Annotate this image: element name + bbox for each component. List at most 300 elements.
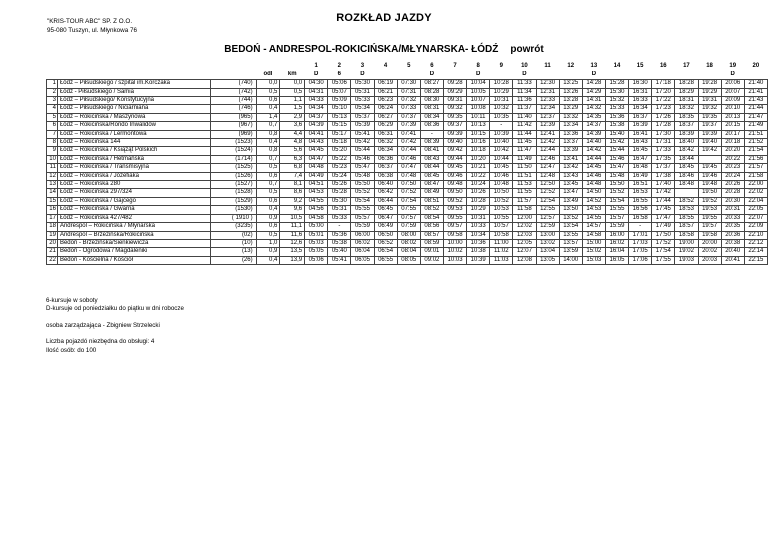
cumulative-km: 6,3 <box>280 155 305 163</box>
stop-code: (965) <box>211 113 257 121</box>
note-vehicles: Liczba pojazdó niezbędna do obsługi: 4 <box>46 338 155 346</box>
stop-number: 7 <box>47 130 58 138</box>
departure-time: 18:52 <box>675 197 698 205</box>
departure-time: 20:00 <box>698 239 721 247</box>
departure-time: 10:04 <box>467 80 490 88</box>
course-mark <box>652 71 675 80</box>
departure-time <box>675 189 698 197</box>
departure-time: 19:37 <box>698 122 721 130</box>
note-weekdays: D-kursuje od poniedziałku do piątku w dni robocze <box>46 305 184 313</box>
departure-time: 08:30 <box>420 97 443 105</box>
stop-number: 21 <box>47 248 58 256</box>
departure-time: 13:37 <box>559 139 582 147</box>
departure-time: 08:41 <box>420 147 443 155</box>
course-number: 16 <box>659 62 667 69</box>
departure-time: 12:31 <box>536 88 559 96</box>
stop-code: (10) <box>211 239 257 247</box>
departure-time: 06:42 <box>374 189 397 197</box>
departure-time: 08:54 <box>420 214 443 222</box>
departure-time: 15:55 <box>605 206 628 214</box>
departure-time: 13:39 <box>559 147 582 155</box>
departure-time: 12:39 <box>536 122 559 130</box>
departure-time: 16:00 <box>605 231 628 239</box>
route-name: BEDOŃ - ANDRESPOL-ROKICIŃSKA/MŁYNARSKA- ŁÓDŹ <box>224 44 499 55</box>
departure-time: 07:39 <box>397 122 420 130</box>
stop-code: ( 1910 ) <box>211 214 257 222</box>
distance: 0,6 <box>256 197 280 205</box>
distance: 0,8 <box>256 147 280 155</box>
stop-name: Andrespol – Brzezińska/Rokicińska <box>57 231 210 239</box>
departure-time: 17:31 <box>652 139 675 147</box>
departure-time: 14:28 <box>582 80 605 88</box>
table-row <box>47 197 768 205</box>
course-mark: D <box>360 71 365 78</box>
table-row <box>47 113 768 121</box>
departure-time: 05:03 <box>305 239 328 247</box>
departure-time: 12:07 <box>513 248 536 256</box>
departure-time: 16:55 <box>629 197 652 205</box>
departure-time: 14:00 <box>559 256 582 264</box>
departure-time: 07:50 <box>397 181 420 189</box>
departure-time: 13:41 <box>559 155 582 163</box>
departure-time: 05:47 <box>351 164 374 172</box>
departure-time: 19:35 <box>698 113 721 121</box>
departure-time: 07:59 <box>397 223 420 231</box>
cumulative-km: 6,8 <box>280 164 305 172</box>
departure-time: 12:34 <box>536 105 559 113</box>
departure-time: 04:43 <box>305 139 328 147</box>
departure-time: 17:42 <box>652 189 675 197</box>
stop-name: Łódź – Piłsudskiego/ Konstytucyjna <box>57 97 210 105</box>
departure-time: 11:57 <box>513 197 536 205</box>
course-mark: D <box>475 71 481 78</box>
departure-time: 08:51 <box>420 197 443 205</box>
table-row <box>47 189 768 197</box>
departure-time: 05:42 <box>351 139 374 147</box>
departure-time: 17:47 <box>652 214 675 222</box>
stop-number: 12 <box>47 172 58 180</box>
distance: 0,6 <box>256 223 280 231</box>
table-row <box>47 122 768 130</box>
departure-time: 10:26 <box>467 189 490 197</box>
departure-time: 05:24 <box>328 172 351 180</box>
departure-time: 07:47 <box>397 164 420 172</box>
departure-time: 08:44 <box>420 164 443 172</box>
departure-time: 04:47 <box>305 155 328 163</box>
table-row <box>47 231 768 239</box>
departure-time: 21:44 <box>744 105 767 113</box>
departure-time: 22:12 <box>744 239 767 247</box>
departure-time: 05:15 <box>328 122 351 130</box>
departure-time: 13:36 <box>559 130 582 138</box>
table-row <box>47 248 768 256</box>
departure-time: 20:36 <box>721 231 744 239</box>
departure-time: 10:16 <box>467 139 490 147</box>
stop-name: Łódź – Rokicińska / Transmisyjna <box>57 164 210 172</box>
cumulative-km: 11,1 <box>280 223 305 231</box>
departure-time: 14:53 <box>582 206 605 214</box>
departure-time: 05:41 <box>351 130 374 138</box>
departure-time: 20:20 <box>721 147 744 155</box>
course-mark: D <box>730 71 735 78</box>
departure-time: 12:02 <box>513 223 536 231</box>
departure-time: 07:33 <box>397 105 420 113</box>
course-mark <box>490 71 513 80</box>
course-mark <box>536 71 559 80</box>
stop-number: 9 <box>47 147 58 155</box>
distance: 0,6 <box>256 97 280 105</box>
departure-time: 14:57 <box>582 223 605 231</box>
departure-time: 22:07 <box>744 214 767 222</box>
departure-time: 10:44 <box>490 155 513 163</box>
departure-time: 04:51 <box>305 181 328 189</box>
route-direction: powrót <box>510 44 544 55</box>
departure-time: 20:24 <box>721 172 744 180</box>
departure-time: 07:48 <box>397 172 420 180</box>
departure-time: 06:19 <box>374 80 397 88</box>
departure-time: 04:34 <box>305 105 328 113</box>
stop-number: 3 <box>47 97 58 105</box>
cumulative-km: 13,9 <box>280 256 305 264</box>
cumulative-km: 7,4 <box>280 172 305 180</box>
departure-time: 10:08 <box>467 105 490 113</box>
stop-name: Łódź – Piłsudskiego / Niciarniana <box>57 105 210 113</box>
departure-time: 05:23 <box>328 164 351 172</box>
note-manager: osoba zarządzająca - Zbigniew Strzelecki <box>46 321 160 329</box>
departure-time: 14:45 <box>582 164 605 172</box>
course-number: 3 <box>360 62 365 69</box>
cumulative-km: 8,6 <box>280 189 305 197</box>
departure-time: 10:39 <box>467 256 490 264</box>
stop-name: Bedoń - Kościelna / Kościół <box>57 256 210 264</box>
departure-time: 15:57 <box>605 214 628 222</box>
stop-code: (742) <box>211 88 257 96</box>
departure-time: 13:00 <box>536 231 559 239</box>
departure-time: 12:47 <box>536 164 559 172</box>
departure-time: 17:37 <box>652 164 675 172</box>
course-mark-row <box>47 71 768 80</box>
stop-code: (26) <box>211 256 257 264</box>
table-row <box>47 206 768 214</box>
table-row <box>47 181 768 189</box>
departure-time: 15:32 <box>605 97 628 105</box>
departure-time: 16:47 <box>629 155 652 163</box>
departure-time: 15:47 <box>605 164 628 172</box>
cumulative-km: 10,5 <box>280 214 305 222</box>
departure-time: 09:29 <box>443 88 466 96</box>
departure-time: 20:07 <box>721 88 744 96</box>
departure-time: 08:56 <box>420 223 443 231</box>
departure-time: 11:45 <box>513 139 536 147</box>
departure-time: 13:02 <box>536 239 559 247</box>
distance: 0,0 <box>256 80 280 88</box>
departure-time: 18:58 <box>675 231 698 239</box>
stop-number: 19 <box>47 231 58 239</box>
departure-time: 20:13 <box>721 113 744 121</box>
departure-time: 20:31 <box>721 206 744 214</box>
departure-time: 17:23 <box>652 105 675 113</box>
departure-time: 11:44 <box>513 130 536 138</box>
km-header: km <box>287 71 297 78</box>
departure-time: 08:39 <box>420 139 443 147</box>
departure-time: 11:49 <box>513 155 536 163</box>
distance: 0,6 <box>256 172 280 180</box>
departure-time: 18:55 <box>675 214 698 222</box>
distance: 0,9 <box>256 248 280 256</box>
departure-time: 07:44 <box>397 147 420 155</box>
departure-time: 13:47 <box>559 189 582 197</box>
stop-number: 11 <box>47 164 58 172</box>
distance: 0,9 <box>256 214 280 222</box>
departure-time: 22:10 <box>744 231 767 239</box>
departure-time: 05:07 <box>328 88 351 96</box>
departure-time: 06:23 <box>374 97 397 105</box>
departure-time: 20:02 <box>698 248 721 256</box>
departure-time: 05:39 <box>351 122 374 130</box>
cumulative-km: 0,5 <box>280 88 305 96</box>
departure-time: 06:05 <box>351 256 374 264</box>
stop-number: 10 <box>47 155 58 163</box>
stop-code: (3235) <box>211 223 257 231</box>
course-number: 5 <box>407 62 411 69</box>
departure-time: 12:46 <box>536 155 559 163</box>
departure-time: 16:41 <box>629 130 652 138</box>
departure-time: 18:31 <box>675 97 698 105</box>
departure-time: 22:14 <box>744 248 767 256</box>
departure-time: 10:50 <box>490 189 513 197</box>
departure-time: 13:42 <box>559 164 582 172</box>
distance: 1,0 <box>256 239 280 247</box>
departure-time: 22:05 <box>744 206 767 214</box>
departure-time: 10:40 <box>490 139 513 147</box>
departure-time: 17:06 <box>629 256 652 264</box>
departure-time: 18:28 <box>675 80 698 88</box>
stop-code: (1523) <box>211 139 257 147</box>
departure-time: 12:33 <box>536 97 559 105</box>
departure-time: 06:50 <box>374 231 397 239</box>
cumulative-km: 5,6 <box>280 147 305 155</box>
distance: 0,4 <box>256 139 280 147</box>
departure-time: 12:42 <box>536 139 559 147</box>
departure-time: 22:09 <box>744 223 767 231</box>
departure-time: 05:48 <box>351 172 374 180</box>
departure-time: 08:36 <box>420 122 443 130</box>
departure-time: 12:08 <box>513 256 536 264</box>
departure-time: 17:30 <box>652 130 675 138</box>
departure-time: 08:59 <box>420 239 443 247</box>
departure-time: 14:42 <box>582 147 605 155</box>
departure-time: 09:28 <box>443 80 466 88</box>
departure-time: 12:03 <box>513 231 536 239</box>
departure-time: 09:58 <box>443 231 466 239</box>
departure-time: 15:03 <box>582 256 605 264</box>
departure-time: 19:42 <box>698 147 721 155</box>
departure-time: 07:52 <box>397 189 420 197</box>
departure-time: - <box>629 223 652 231</box>
course-number: 7 <box>453 62 457 69</box>
table-row <box>47 256 768 264</box>
departure-time: 07:46 <box>397 155 420 163</box>
departure-time: 09:02 <box>420 256 443 264</box>
departure-time: 21:43 <box>744 97 767 105</box>
cumulative-km: 8,1 <box>280 181 305 189</box>
table-row <box>47 223 768 231</box>
departure-time: 17:40 <box>652 181 675 189</box>
departure-time: 10:33 <box>467 223 490 231</box>
distance: 0,7 <box>256 181 280 189</box>
stop-number: 13 <box>47 181 58 189</box>
departure-time: 13:05 <box>536 256 559 264</box>
departure-time: 17:49 <box>652 223 675 231</box>
departure-time: 15:02 <box>582 248 605 256</box>
departure-time: - <box>420 130 443 138</box>
table-row <box>47 147 768 155</box>
departure-time: 15:46 <box>605 155 628 163</box>
departure-time: 11:42 <box>513 122 536 130</box>
distance: 1,4 <box>256 113 280 121</box>
departure-time: 13:26 <box>559 88 582 96</box>
departure-time: 20:15 <box>721 122 744 130</box>
departure-time: 09:52 <box>443 197 466 205</box>
departure-time: 05:31 <box>328 206 351 214</box>
stop-name: Łódź – Rokicińska 297/324 <box>57 189 210 197</box>
departure-time: 15:30 <box>605 88 628 96</box>
departure-time: 19:58 <box>698 231 721 239</box>
departure-time: 21:56 <box>744 155 767 163</box>
departure-time: 06:55 <box>374 256 397 264</box>
course-number: 8 <box>476 62 480 69</box>
stop-name: Łódź – Rokicińska / Józefiaka <box>57 172 210 180</box>
course-number: 6 <box>430 62 434 69</box>
departure-time: 15:44 <box>605 147 628 155</box>
departure-time: 09:48 <box>443 181 466 189</box>
cumulative-km: 1,1 <box>280 97 305 105</box>
course-mark <box>675 71 698 80</box>
departure-time: 05:05 <box>305 248 328 256</box>
departure-time: 08:45 <box>420 172 443 180</box>
departure-time: 10:22 <box>467 172 490 180</box>
departure-time: 11:33 <box>513 80 536 88</box>
departure-time: 12:00 <box>513 214 536 222</box>
stop-code: (740) <box>211 80 257 88</box>
departure-time: 19:40 <box>698 139 721 147</box>
stop-number: 16 <box>47 206 58 214</box>
departure-time: 05:38 <box>328 239 351 247</box>
distance: 0,5 <box>256 189 280 197</box>
departure-time: 16:31 <box>629 88 652 96</box>
departure-time: 06:27 <box>374 113 397 121</box>
departure-time: 15:42 <box>605 139 628 147</box>
departure-time: 06:31 <box>374 130 397 138</box>
stop-code: (1714) <box>211 155 257 163</box>
departure-time: 04:30 <box>305 80 328 88</box>
departure-time: 07:57 <box>397 214 420 222</box>
departure-time: 05:31 <box>351 88 374 96</box>
cumulative-km: 3,6 <box>280 122 305 130</box>
departure-time: 09:45 <box>443 164 466 172</box>
departure-time: 15:36 <box>605 113 628 121</box>
departure-time: 19:00 <box>675 239 698 247</box>
departure-time: 09:32 <box>443 105 466 113</box>
departure-time: 12:55 <box>536 206 559 214</box>
departure-time: 22:02 <box>744 189 767 197</box>
course-number: 4 <box>383 62 388 69</box>
departure-time: 08:34 <box>420 113 443 121</box>
cumulative-km: 13,5 <box>280 248 305 256</box>
departure-time: 10:42 <box>490 147 513 155</box>
departure-time: 18:45 <box>675 164 698 172</box>
departure-time: 16:49 <box>629 172 652 180</box>
departure-time: 10:45 <box>490 164 513 172</box>
departure-time: 17:28 <box>652 122 675 130</box>
departure-time: 18:42 <box>675 147 698 155</box>
departure-time: 14:50 <box>582 189 605 197</box>
departure-time: 04:56 <box>305 206 328 214</box>
departure-time <box>698 155 721 163</box>
course-number: 20 <box>752 62 760 69</box>
departure-time: 10:24 <box>467 181 490 189</box>
departure-time: 08:49 <box>420 189 443 197</box>
departure-time: 10:07 <box>467 97 490 105</box>
departure-time: 10:46 <box>490 172 513 180</box>
odl-header: odl <box>263 71 273 78</box>
departure-time: 14:32 <box>582 105 605 113</box>
course-mark: D <box>314 71 319 78</box>
notes <box>46 297 184 355</box>
departure-time: 12:41 <box>536 130 559 138</box>
departure-time: 13:52 <box>559 214 582 222</box>
departure-time: 18:48 <box>675 181 698 189</box>
departure-time: 10:18 <box>467 147 490 155</box>
course-number: 10 <box>521 62 528 69</box>
stop-name: Bedoń - Ogrodowa / Magdaleniki <box>57 248 210 256</box>
departure-time: 10:31 <box>490 97 513 105</box>
departure-time: 09:53 <box>443 206 466 214</box>
departure-time: 12:44 <box>536 147 559 155</box>
departure-time: 15:52 <box>605 189 628 197</box>
distance: 0,8 <box>256 130 280 138</box>
departure-time: 05:52 <box>351 189 374 197</box>
departure-time: 10:00 <box>443 239 466 247</box>
stop-number: 17 <box>47 214 58 222</box>
course-mark: D <box>522 71 527 78</box>
departure-time: 17:35 <box>652 155 675 163</box>
departure-time: 09:55 <box>443 214 466 222</box>
course-mark <box>559 71 582 80</box>
cumulative-km: 4,4 <box>280 130 305 138</box>
departure-time: 19:39 <box>698 130 721 138</box>
distance: 0,4 <box>256 256 280 264</box>
table-row <box>47 164 768 172</box>
departure-time: 06:34 <box>374 147 397 155</box>
departure-time: 11:47 <box>513 147 536 155</box>
departure-time: 06:44 <box>374 197 397 205</box>
departure-time: 11:51 <box>513 172 536 180</box>
departure-time: 10:34 <box>467 231 490 239</box>
departure-time: 18:53 <box>675 206 698 214</box>
departure-time: 06:02 <box>351 239 374 247</box>
departure-time: 05:41 <box>328 256 351 264</box>
stop-number: 20 <box>47 239 58 247</box>
departure-time: 16:30 <box>629 80 652 88</box>
departure-time: 15:48 <box>605 172 628 180</box>
departure-time: 09:31 <box>443 97 466 105</box>
departure-time: 19:32 <box>698 105 721 113</box>
departure-time: 14:55 <box>582 214 605 222</box>
stop-code: (1529) <box>211 197 257 205</box>
departure-time: 04:39 <box>305 122 328 130</box>
stop-name: Łódź – Rokicińska / Gajcego <box>57 197 210 205</box>
